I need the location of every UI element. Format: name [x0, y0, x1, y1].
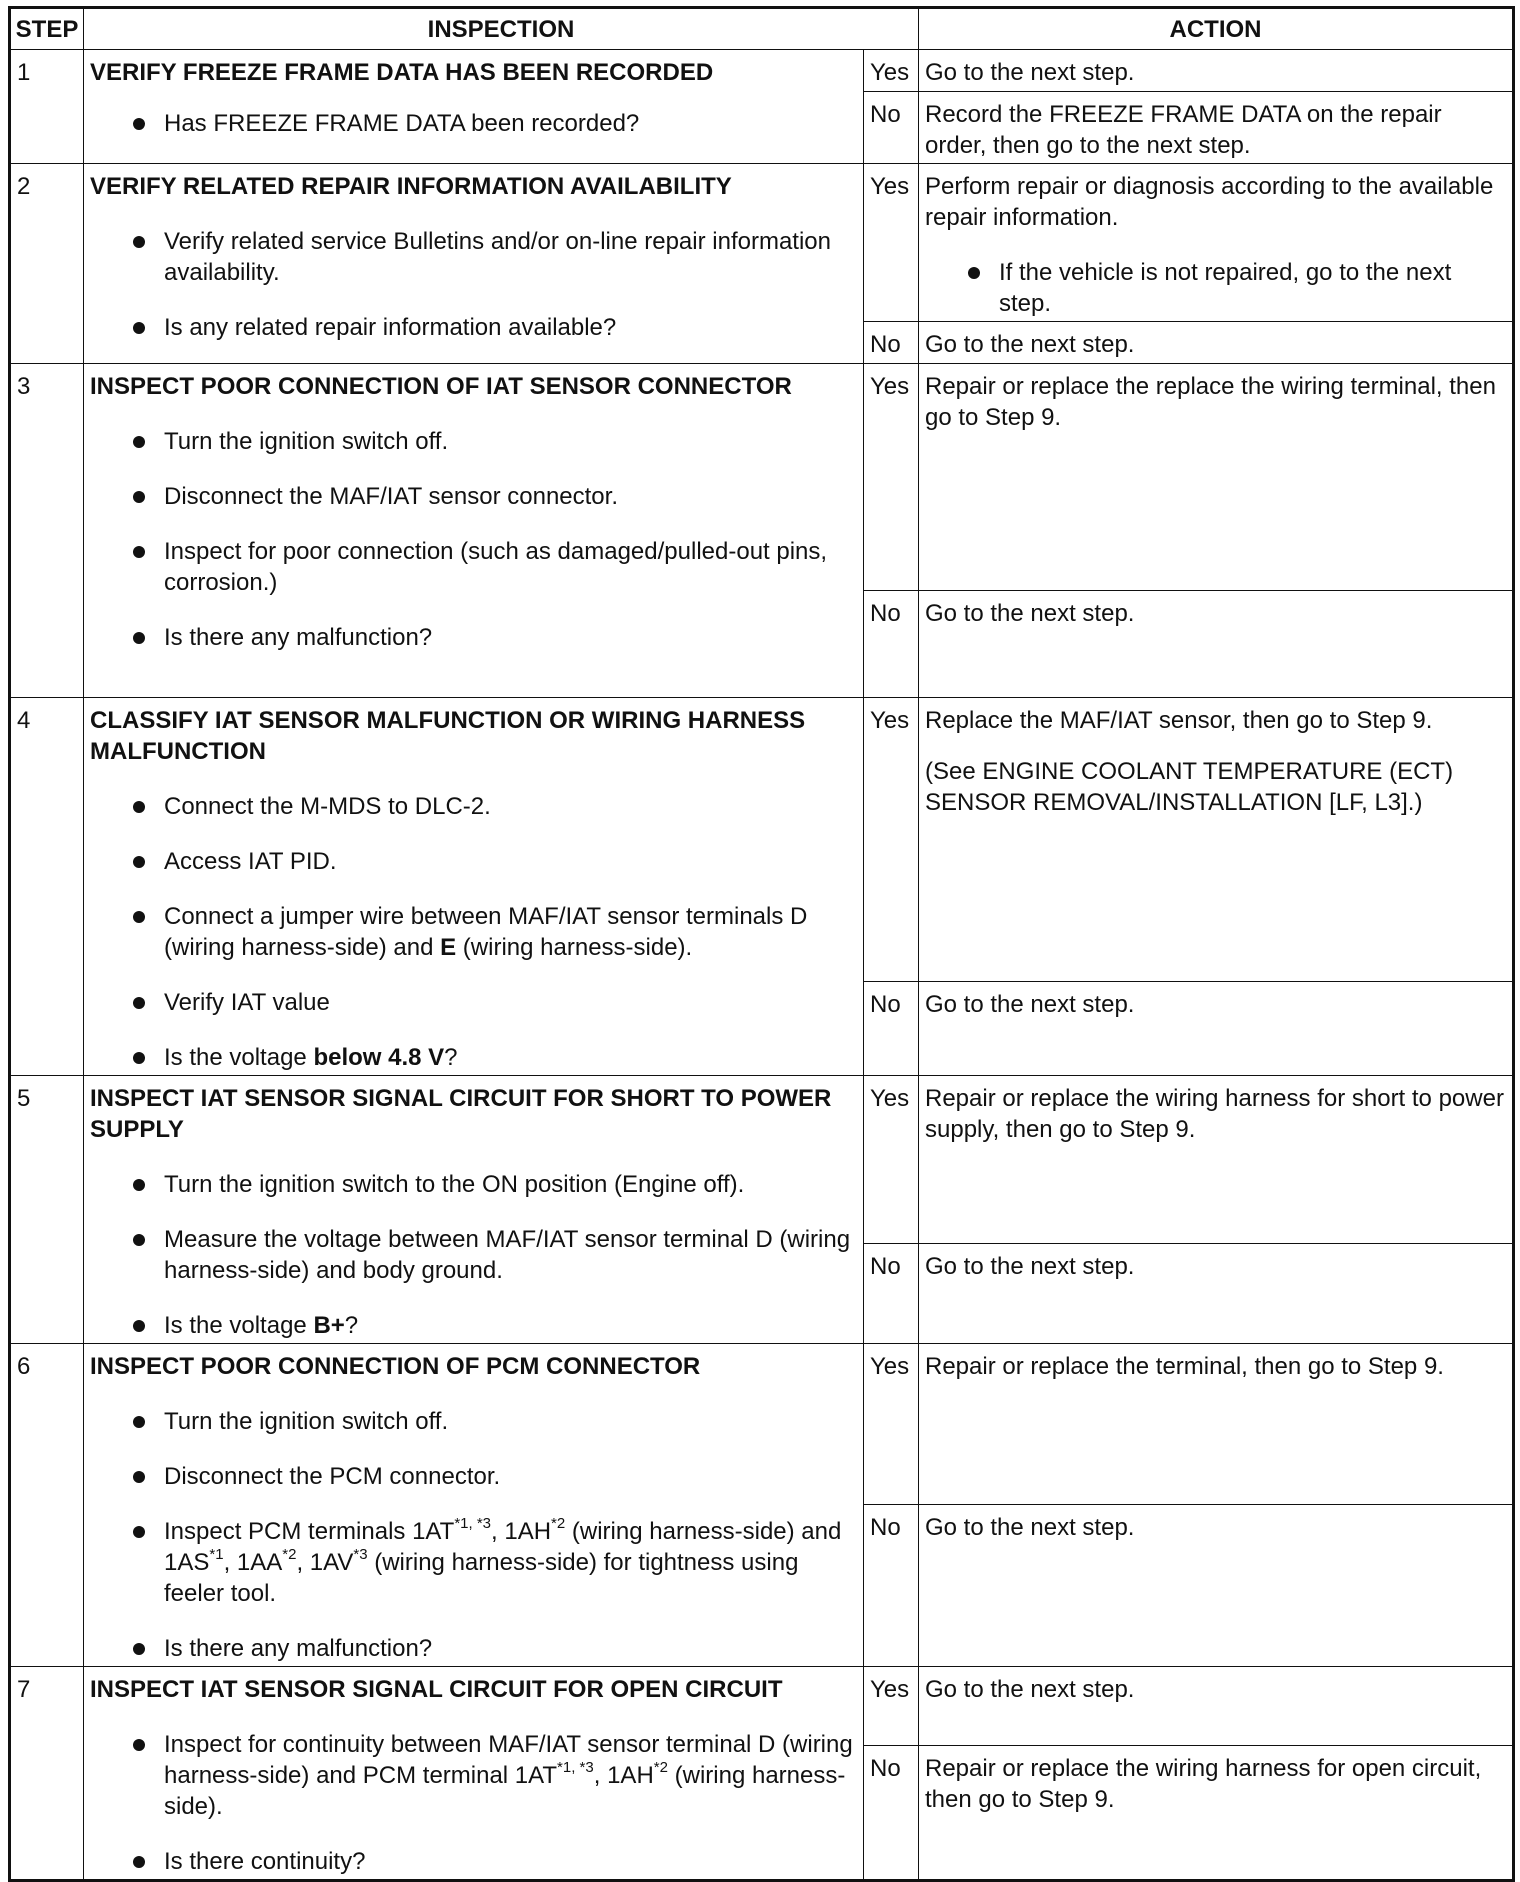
step-title: CLASSIFY IAT SENSOR MALFUNCTION OR WIRING HARNESS MALFUNCTION — [90, 707, 806, 765]
yes-label: Yes — [864, 164, 919, 322]
step-number: 3 — [10, 364, 84, 698]
step-title: VERIFY RELATED REPAIR INFORMATION AVAILABILITY — [90, 173, 732, 200]
inspection-bullet: Is any related repair information available? — [90, 312, 858, 343]
step-number: 4 — [10, 698, 84, 1076]
step-number: 7 — [10, 1667, 84, 1881]
yes-label: Yes — [864, 364, 919, 591]
no-label: No — [864, 1505, 919, 1667]
step-3-inspection — [84, 364, 864, 698]
yes-action — [919, 698, 1514, 982]
step-3-row-yes — [10, 364, 1514, 591]
inspection-bullet: Disconnect the MAF/IAT sensor connector. — [90, 481, 858, 512]
no-action: Go to the next step. — [919, 982, 1514, 1076]
yes-label: Yes — [864, 1344, 919, 1505]
inspection-bullet: Inspect for poor connection (such as damaged/pulled-out pins, corrosion.) — [90, 536, 858, 598]
step-title: INSPECT IAT SENSOR SIGNAL CIRCUIT FOR OPEN CIRCUIT — [90, 1676, 783, 1703]
diagnostic-table — [8, 6, 1515, 1882]
step-6-row-yes — [10, 1344, 1514, 1505]
step-title: INSPECT POOR CONNECTION OF IAT SENSOR CONNECTOR — [90, 373, 792, 400]
step-title: VERIFY FREEZE FRAME DATA HAS BEEN RECORDED — [90, 59, 714, 86]
no-action: Go to the next step. — [919, 1244, 1514, 1344]
step-5-inspection — [84, 1076, 864, 1344]
no-label: No — [864, 92, 919, 164]
inspection-bullet: Is there any malfunction? — [90, 1633, 858, 1664]
header-row — [10, 8, 1514, 50]
inspection-bullet: Measure the voltage between MAF/IAT sensor terminal D (wiring harness-side) and body ground. — [90, 1224, 858, 1286]
yes-action: Repair or replace the terminal, then go to Step 9. — [919, 1344, 1514, 1505]
step-4-row-yes — [10, 698, 1514, 982]
step-number: 5 — [10, 1076, 84, 1344]
yes-action: Go to the next step. — [919, 1667, 1514, 1746]
yes-action-reference: (See ENGINE COOLANT TEMPERATURE (ECT) SENSOR REMOVAL/INSTALLATION [LF, L3].) — [925, 758, 1454, 816]
no-action: Go to the next step. — [919, 322, 1514, 364]
yes-action-text: Perform repair or diagnosis according to the available repair information. — [925, 173, 1494, 231]
step-title: INSPECT IAT SENSOR SIGNAL CIRCUIT FOR SHORT TO POWER SUPPLY — [90, 1085, 832, 1143]
no-label: No — [864, 322, 919, 364]
yes-action: Repair or replace the replace the wiring terminal, then go to Step 9. — [919, 364, 1514, 591]
step-2-row-yes — [10, 164, 1514, 322]
inspection-bullet: Connect the M-MDS to DLC-2. — [90, 791, 858, 822]
yes-label: Yes — [864, 50, 919, 92]
inspection-bullet-voltage: Is the voltage below 4.8 V? — [90, 1042, 858, 1073]
step-1-row-yes — [10, 50, 1514, 92]
inspection-bullet: Is there any malfunction? — [90, 622, 858, 653]
step-5-row-yes — [10, 1076, 1514, 1244]
step-number: 2 — [10, 164, 84, 364]
header-step: STEP — [10, 8, 84, 50]
inspection-bullet: Turn the ignition switch off. — [90, 426, 858, 457]
no-label: No — [864, 1244, 919, 1344]
step-1-inspection — [84, 50, 864, 164]
step-4-inspection — [84, 698, 864, 1076]
inspection-bullet-voltage: Is the voltage B+? — [90, 1310, 858, 1341]
inspection-bullet: Turn the ignition switch to the ON position (Engine off). — [90, 1169, 858, 1200]
step-number: 1 — [10, 50, 84, 164]
inspection-bullet: Has FREEZE FRAME DATA been recorded? — [90, 108, 858, 139]
no-action: Go to the next step. — [919, 591, 1514, 698]
yes-action: Repair or replace the wiring harness for short to power supply, then go to Step 9. — [919, 1076, 1514, 1244]
action-bullet: If the vehicle is not repaired, go to the next step. — [925, 257, 1507, 319]
step-7-inspection — [84, 1667, 864, 1881]
yes-action — [919, 164, 1514, 322]
header-inspection: INSPECTION — [84, 8, 919, 50]
yes-label: Yes — [864, 698, 919, 982]
inspection-bullet: Disconnect the PCM connector. — [90, 1461, 858, 1492]
inspection-bullet-jumper: Connect a jumper wire between MAF/IAT sensor terminals D (wiring harness-side) and E (wiring harness-side). — [90, 901, 858, 963]
step-7-row-yes — [10, 1667, 1514, 1746]
inspection-bullet: Access IAT PID. — [90, 846, 858, 877]
inspection-bullet-continuity: Inspect for continuity between MAF/IAT sensor terminal D (wiring harness-side) and PCM terminal $1AT^{*1, *3}$, 1AH$^{*2}$ (wiring harness-side). — [90, 1729, 858, 1822]
inspection-bullet: Verify related service Bulletins and/or on-line repair information availability. — [90, 226, 858, 288]
step-title: INSPECT POOR CONNECTION OF PCM CONNECTOR — [90, 1353, 701, 1380]
yes-label: Yes — [864, 1076, 919, 1244]
no-label: No — [864, 591, 919, 698]
step-6-inspection — [84, 1344, 864, 1667]
step-number: 6 — [10, 1344, 84, 1667]
no-label: No — [864, 982, 919, 1076]
inspection-bullet: Verify IAT value — [90, 987, 858, 1018]
no-action: Record the FREEZE FRAME DATA on the repair order, then go to the next step. — [919, 92, 1514, 164]
step-2-inspection — [84, 164, 864, 364]
no-action: Repair or replace the wiring harness for open circuit, then go to Step 9. — [919, 1745, 1514, 1880]
inspection-bullet: Is there continuity? — [90, 1846, 858, 1877]
header-action: ACTION — [919, 8, 1514, 50]
inspection-bullet: Turn the ignition switch off. — [90, 1406, 858, 1437]
no-action: Go to the next step. — [919, 1505, 1514, 1667]
yes-label: Yes — [864, 1667, 919, 1746]
no-label: No — [864, 1745, 919, 1880]
yes-action: Go to the next step. — [919, 50, 1514, 92]
inspection-bullet-pcm-terminals: Inspect PCM terminals $1AT^{*1, *3}$, 1AH$^{*2}$ (wiring harness-side) and 1AS$^{*1}$, 1AA$^{*2}$, 1AV$^{*3}$ (wiring harness-side) for tightness using feeler tool. — [90, 1516, 858, 1609]
yes-action-text: Replace the MAF/IAT sensor, then go to Step 9. — [925, 707, 1433, 734]
